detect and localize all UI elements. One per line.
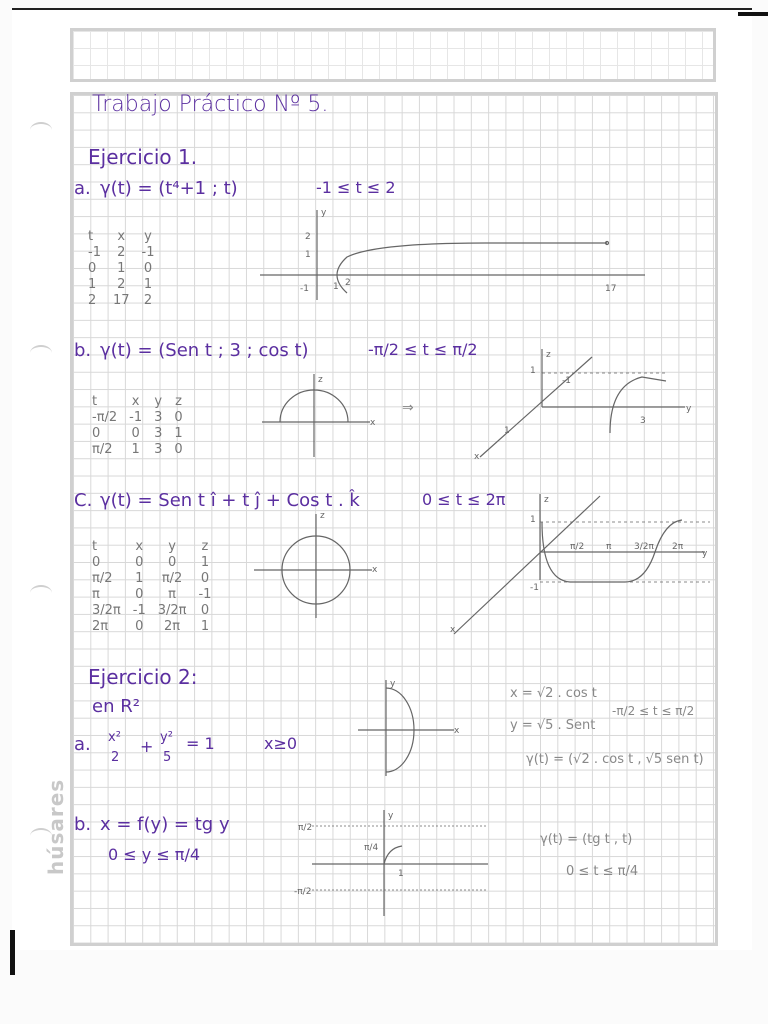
ex2a-graph (350, 678, 470, 778)
col-header: z (175, 393, 182, 409)
col-header: t (88, 228, 94, 244)
tick-label: 1 (305, 250, 311, 260)
exercise-2-subheading: en R² (92, 696, 140, 717)
tick-label: 1 (504, 426, 510, 436)
x-axis (454, 496, 600, 634)
cell: π/2 (161, 570, 183, 586)
tick-label: π/2 (570, 542, 585, 552)
cell: 1 (200, 554, 210, 570)
ex1b-graph-3d (470, 345, 700, 465)
cell: 0 (167, 554, 177, 570)
ex2a-denominator-5: 5 (163, 750, 172, 765)
ex1b-range: -π/2 ≤ t ≤ π/2 (368, 340, 478, 359)
col-header: x (117, 228, 126, 244)
ex1a-label: a. (74, 178, 91, 199)
scan-edge (10, 930, 15, 975)
col-header: y (154, 393, 163, 409)
y-axis-label: y (390, 679, 396, 689)
cell: 3 (154, 409, 163, 425)
exercise-1-heading: Ejercicio 1. (88, 145, 198, 169)
ex2b-function: x = f(y) = tg y (100, 814, 230, 835)
cell: -π/2 (92, 409, 118, 425)
ex2b-label: b. (74, 814, 92, 835)
ex1c-table (86, 538, 217, 634)
col-header: t (92, 393, 98, 409)
cell: 3 (154, 441, 163, 457)
tick-label: -1 (530, 583, 539, 593)
z-axis-label: z (546, 350, 551, 360)
ex2b-range: 0 ≤ y ≤ π/4 (108, 845, 201, 864)
ex1c-graph-3d (450, 492, 710, 642)
plus-sign: + (140, 737, 154, 756)
col-header: t (92, 538, 98, 554)
cell: -1 (129, 409, 143, 425)
cell: -1 (132, 602, 146, 618)
z-axis-label: z (318, 375, 323, 385)
ex2b-curve-range: 0 ≤ t ≤ π/4 (566, 864, 639, 879)
cell: π/2 (92, 570, 113, 586)
scan-edge-top (738, 12, 768, 16)
cell: 0 (143, 260, 153, 276)
cell: 0 (135, 618, 144, 634)
ex2a-rhs: = 1 (186, 734, 215, 753)
cell: 2 (117, 276, 126, 292)
curve (337, 243, 607, 293)
cell: 1 (117, 260, 126, 276)
col-header: z (201, 538, 209, 554)
ex1c-graph-2d (254, 510, 384, 620)
cell: 1 (135, 570, 144, 586)
tick-label: 1 (530, 515, 536, 525)
tick-label: -1 (300, 284, 309, 294)
x-axis-label: x (454, 726, 460, 736)
ex2a-label: a. (74, 734, 91, 755)
ex2a-numerator-y: y² (160, 730, 173, 745)
cell: 17 (112, 292, 130, 308)
tick-label: π/2 (298, 823, 313, 833)
ex2a-param-y: y = √5 . Sent (510, 718, 596, 733)
cell: 1 (88, 276, 97, 292)
cell: 0 (135, 586, 144, 602)
cell: -1 (141, 244, 155, 260)
cell: 1 (200, 618, 210, 634)
ex1c-label: C. (74, 490, 93, 511)
tick-label: π/4 (364, 843, 379, 853)
ex2a-param-x: x = √2 . cos t (510, 686, 597, 701)
ex1b-table (86, 393, 189, 457)
curve (610, 377, 666, 433)
tick-label: 2 (345, 278, 351, 288)
y-axis-label: y (686, 404, 692, 414)
cell: 2 (143, 292, 153, 308)
ex1a-function: γ(t) = (t⁴+1 ; t) (100, 178, 238, 199)
ex2a-range: -π/2 ≤ t ≤ π/2 (612, 704, 695, 718)
binder-hole (30, 585, 52, 601)
cell: 2π (92, 618, 109, 634)
z-axis-label: z (320, 511, 325, 521)
cell: 2 (88, 292, 97, 308)
cell: 0 (92, 554, 101, 570)
tick-label: 3/2π (634, 542, 654, 552)
tick-label: 1 (530, 366, 536, 376)
page-title: Trabajo Práctico Nº 5. (92, 92, 329, 117)
col-header: y (168, 538, 176, 554)
cell: -1 (198, 586, 212, 602)
ex2b-curve: γ(t) = (tg t , t) (540, 832, 633, 847)
brand-logo: húsares (44, 778, 68, 875)
x-axis-label: x (372, 565, 378, 575)
cell: 3/2π (157, 602, 187, 618)
col-header: y (144, 228, 152, 244)
tick-label: 2π (672, 542, 684, 552)
cell: π (92, 586, 100, 602)
ex1b-graph-2d (262, 372, 382, 462)
cell: 0 (200, 570, 210, 586)
cell: 2π (164, 618, 181, 634)
binder-hole (30, 122, 52, 138)
ex1b-function: γ(t) = (Sen t ; 3 ; cos t) (100, 340, 309, 361)
header-box (70, 28, 716, 82)
cell: 1 (131, 441, 140, 457)
curve (384, 846, 402, 864)
ex1a-range: -1 ≤ t ≤ 2 (316, 178, 396, 197)
curve (542, 520, 682, 582)
tick-label: π (606, 542, 612, 552)
ex1a-graph (255, 205, 655, 305)
tick-label: -1 (562, 376, 571, 386)
cell: π (168, 586, 176, 602)
cell: 0 (200, 602, 210, 618)
ex1c-function: γ(t) = Sen t î + t ĵ + Cos t . k̂ (100, 490, 360, 511)
implies-arrow: ⇒ (402, 400, 414, 416)
ex1c-range: 0 ≤ t ≤ 2π (422, 490, 506, 509)
cell: 0 (88, 260, 97, 276)
col-header: x (135, 538, 144, 554)
tick-label: 17 (605, 284, 617, 294)
cell: 0 (131, 425, 140, 441)
tick-label: 1 (398, 869, 404, 879)
exercise-2-heading: Ejercicio 2: (88, 665, 198, 689)
x-axis-label: x (370, 418, 376, 428)
cell: 0 (135, 554, 144, 570)
tick-label: 3 (640, 416, 646, 426)
cell: 2 (117, 244, 126, 260)
ex2a-numerator-x: x² (108, 730, 121, 745)
cell: π/2 (92, 441, 113, 457)
cell: 3/2π (92, 602, 121, 618)
y-axis-label: y (321, 208, 327, 218)
ex2b-graph (292, 808, 492, 918)
cell: 1 (143, 276, 153, 292)
cell: 0 (174, 409, 183, 425)
tick-label: 2 (305, 232, 311, 242)
x-axis-label: x (474, 452, 480, 462)
ex2a-condition: x≥0 (264, 734, 298, 753)
x-axis-label: x (450, 625, 456, 635)
binder-hole (30, 345, 52, 361)
col-header: x (131, 393, 140, 409)
y-axis-label: y (702, 549, 708, 559)
cell: 1 (174, 425, 183, 441)
ex2a-curve: γ(t) = (√2 . cos t , √5 sen t) (526, 752, 704, 767)
z-axis-label: z (544, 495, 549, 505)
cell: -1 (88, 244, 101, 260)
ex1a-table (82, 228, 160, 308)
cell: 0 (92, 425, 101, 441)
cell: 0 (174, 441, 183, 457)
ex1b-label: b. (74, 340, 92, 361)
tick-label: 1 (333, 282, 339, 292)
ex2a-denominator-2: 2 (111, 750, 120, 765)
cell: 3 (154, 425, 163, 441)
tick-label: -π/2 (294, 887, 312, 897)
y-axis-label: y (388, 811, 394, 821)
